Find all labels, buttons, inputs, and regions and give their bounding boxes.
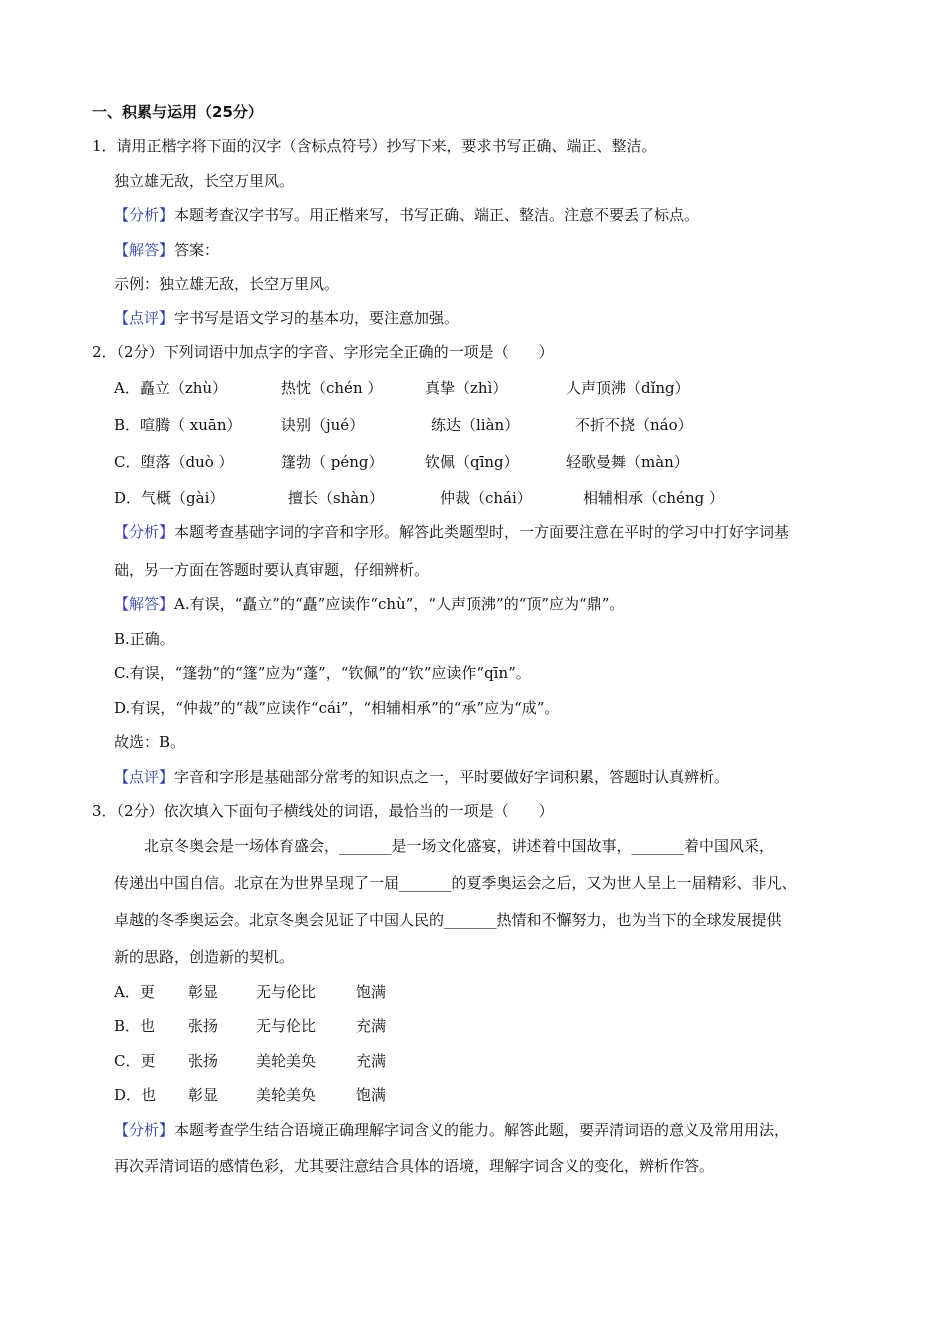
option-cell: 练达（liàn） <box>431 416 520 434</box>
option-cell: 热忱（chén ） <box>281 379 383 397</box>
q2-answer-c: C.有误，“篷勃”的“篷”应为“蓬”，“钦佩”的“钦”应读作“qīn”。 <box>114 664 531 682</box>
q2-comment <box>114 767 729 787</box>
q3-stem: 3．（2分）依次填入下面句子横线处的词语，最恰当的一项是（ ） <box>92 802 554 820</box>
option-cell: 真挚（zhì） <box>425 379 508 397</box>
option-cell: 不折不挠（náo） <box>575 416 693 434</box>
option-cell: 无与伦比 <box>256 983 317 1001</box>
q1-answer <box>114 240 219 260</box>
answer-a: A.有误，“矗立”的“矗”应读作“chù”，“人声顶沸”的“顶”应为“鼎”。 <box>174 595 625 613</box>
comment-text: 字书写是语文学习的基本功，要注意加强。 <box>174 309 460 327</box>
option-cell: B．喧腾（ xuān） <box>114 416 242 434</box>
option-cell: 饱满 <box>356 983 387 1001</box>
q2-stem: 2．（2分）下列词语中加点字的字音、字形完全正确的一项是（ ） <box>92 343 554 361</box>
q1-comment <box>114 308 459 328</box>
q1-example: 示例：独立雄无敌，长空万里风。 <box>114 275 340 293</box>
option-cell: 诀别（jué） <box>281 416 365 434</box>
option-cell: 钦佩（qīng） <box>425 453 519 471</box>
q3-analysis-cont: 再次弄清词语的感情色彩，尤其要注意结合具体的语境，理解字词含义的变化，辨析作答。 <box>114 1157 715 1175</box>
analysis-text: 本题考查学生结合语境正确理解字词含义的能力。解答此题，要弄清词语的意义及常用用法， <box>174 1121 790 1139</box>
option-cell: 张扬 <box>188 1052 219 1070</box>
option-cell: D．气概（gài） <box>114 489 225 507</box>
option-cell: 擅长（shàn） <box>288 489 384 507</box>
option-cell: 彰显 <box>188 983 219 1001</box>
q1-stem: 1．请用正楷字将下面的汉字（含标点符号）抄写下来，要求书写正确、端正、整洁。 <box>92 137 657 155</box>
q3-passage-line: 北京冬奥会是一场体育盛会，_______是一场文化盛宴，讲述着中国故事，_______着中国风采， <box>114 837 775 855</box>
comment-text: 字音和字形是基础部分常考的知识点之一，平时要做好字词积累，答题时认真辨析。 <box>174 768 730 786</box>
option-cell: 美轮美奂 <box>256 1052 317 1070</box>
option-cell: 轻歌曼舞（màn） <box>566 453 689 471</box>
option-cell: C．更 <box>114 1052 156 1070</box>
answer-tag: 【解答】 <box>114 595 175 613</box>
analysis-tag: 【分析】 <box>114 206 175 224</box>
option-cell: 篷勃（ péng） <box>281 453 384 471</box>
option-cell: A．更 <box>114 983 155 1001</box>
q2-analysis-cont: 础，另一方面在答题时要认真审题，仔细辨析。 <box>114 561 430 579</box>
option-cell: 人声顶沸（dǐng） <box>566 379 690 397</box>
q3-analysis <box>114 1120 789 1140</box>
analysis-tag: 【分析】 <box>114 1121 175 1139</box>
option-cell: D．也 <box>114 1086 157 1104</box>
analysis-text: 本题考查基础字词的字音和字形。解答此类题型时，一方面要注意在平时的学习中打好字词基 <box>174 523 790 541</box>
option-cell: B．也 <box>114 1017 156 1035</box>
q2-analysis <box>114 522 789 542</box>
section-title: 一、积累与运用（25分） <box>92 103 263 121</box>
q2-answer <box>114 594 624 614</box>
option-cell: 无与伦比 <box>256 1017 317 1035</box>
q2-answer-d: D.有误，“仲裁”的“裁”应读作“cái”，“相辅相承”的“承”应为“成”。 <box>114 699 560 717</box>
option-cell: 充满 <box>356 1052 387 1070</box>
q1-text: 独立雄无敌，长空万里风。 <box>114 172 295 190</box>
analysis-text: 本题考查汉字书写。用正楷来写，书写正确、端正、整洁。注意不要丢了标点。 <box>174 206 700 224</box>
option-cell: 彰显 <box>188 1086 219 1104</box>
option-cell: 美轮美奂 <box>256 1086 317 1104</box>
q2-choice: 故选：B。 <box>114 733 186 751</box>
q3-passage-line: 传递出中国自信。北京在为世界呈现了一届_______的夏季奥运会之后，又为世人呈上一届精彩、非凡、 <box>114 874 797 892</box>
q1-analysis <box>114 205 699 225</box>
option-cell: 相辅相承（chéng ） <box>583 489 724 507</box>
analysis-tag: 【分析】 <box>114 523 175 541</box>
answer-text: 答案： <box>174 241 220 259</box>
comment-tag: 【点评】 <box>114 768 175 786</box>
answer-tag: 【解答】 <box>114 241 175 259</box>
option-cell: C．堕落（duò ） <box>114 453 234 471</box>
q2-answer-b: B.正确。 <box>114 630 175 648</box>
option-cell: 仲裁（chái） <box>440 489 532 507</box>
option-cell: 饱满 <box>356 1086 387 1104</box>
comment-tag: 【点评】 <box>114 309 175 327</box>
option-cell: 张扬 <box>188 1017 219 1035</box>
q3-passage-line: 卓越的冬季奥运会。北京冬奥会见证了中国人民的_______热情和不懈努力，也为当下的全球发展提供 <box>114 911 782 929</box>
option-cell: 充满 <box>356 1017 387 1035</box>
q3-passage-line: 新的思路，创造新的契机。 <box>114 948 295 966</box>
option-cell: A．矗立（zhù） <box>114 379 228 397</box>
